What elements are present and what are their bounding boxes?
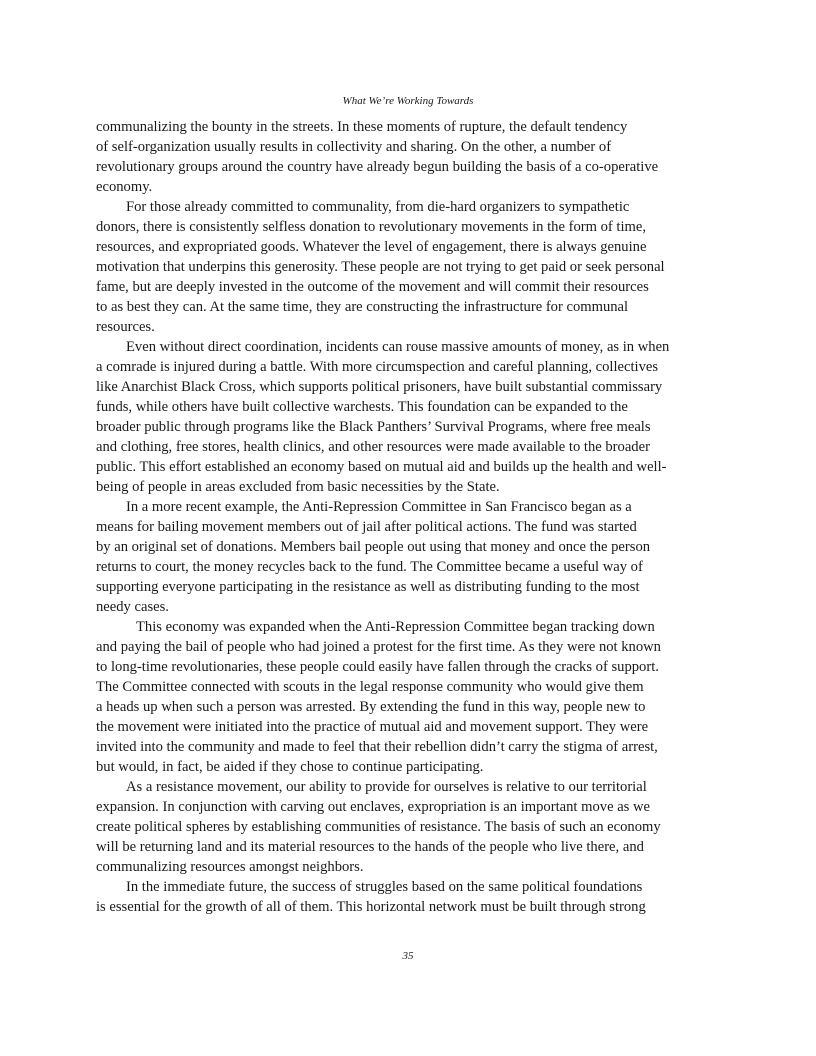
text-line: expansion. In conjunction with carving out enclaves, expropriation is an important move as we — [96, 799, 651, 815]
text-line: means for bailing movement members out of jail after political actions. The fund was started — [96, 519, 637, 535]
text-line: will be returning land and its material resources to the hands of the people who live there, and — [96, 839, 644, 855]
text-line: supporting everyone participating in the resistance as well as distributing funding to the most — [96, 579, 640, 595]
running-head: What We’re Working Towards — [342, 95, 474, 107]
text-line: donors, there is consistently selfless donation to revolutionary movements in the form of time, — [96, 219, 647, 235]
text-line: In the immediate future, the success of struggles based on the same political foundations — [126, 879, 643, 895]
text-line: resources, and expropriated goods. Whatever the level of engagement, there is always genuine — [96, 239, 647, 255]
text-line: like Anarchist Black Cross, which supports political prisoners, have built substantial commissary — [96, 379, 663, 395]
text-line: returns to court, the money recycles back to the fund. The Committee became a useful way of — [96, 559, 643, 575]
text-line: by an original set of donations. Members bail people out using that money and once the person — [96, 539, 651, 555]
body-text — [96, 117, 726, 917]
text-line: For those already committed to communality, from die-hard organizers to sympathetic — [126, 199, 630, 215]
text-line: a heads up when such a person was arrested. By extending the fund in this way, people new to — [96, 699, 646, 715]
text-line: As a resistance movement, our ability to provide for ourselves is relative to our territorial — [126, 779, 647, 795]
text-line: create political spheres by establishing communities of resistance. The basis of such an economy — [96, 819, 661, 835]
text-line: economy. — [96, 179, 153, 195]
text-line: communalizing the bounty in the streets. In these moments of rupture, the default tendency — [96, 119, 628, 135]
page-number: 35 — [402, 950, 414, 962]
text-line: The Committee connected with scouts in the legal response community who would give them — [96, 679, 644, 695]
text-line: public. This effort established an economy based on mutual aid and builds up the health and well- — [96, 459, 667, 475]
text-line: the movement were initiated into the practice of mutual aid and movement support. They were — [96, 719, 649, 735]
text-line: fame, but are deeply invested in the outcome of the movement and will commit their resources — [96, 279, 649, 295]
text-line: revolutionary groups around the country have already begun building the basis of a co-operative — [96, 159, 659, 175]
text-line: resources. — [96, 319, 155, 335]
text-line: Even without direct coordination, incidents can rouse massive amounts of money, as in when — [126, 339, 670, 355]
text-line: needy cases. — [96, 599, 169, 615]
text-line: but would, in fact, be aided if they chose to continue participating. — [96, 759, 484, 775]
text-line: communalizing resources amongst neighbors. — [96, 859, 364, 875]
text-line: funds, while others have built collective warchests. This foundation can be expanded to the — [96, 399, 628, 415]
text-line: broader public through programs like the Black Panthers’ Survival Programs, where free meals — [96, 419, 651, 435]
text-line: In a more recent example, the Anti-Repression Committee in San Francisco began as a — [126, 499, 632, 515]
text-line: being of people in areas excluded from basic necessities by the State. — [96, 479, 500, 495]
text-line: a comrade is injured during a battle. With more circumspection and careful planning, collectives — [96, 359, 659, 375]
text-line: of self-organization usually results in collectivity and sharing. On the other, a number of — [96, 139, 612, 155]
text-line: to long-time revolutionaries, these people could easily have fallen through the cracks of support. — [96, 659, 659, 675]
text-line: motivation that underpins this generosity. These people are not trying to get paid or seek personal — [96, 259, 665, 275]
text-line: is essential for the growth of all of them. This horizontal network must be built through strong — [96, 899, 646, 915]
text-line: to as best they can. At the same time, they are constructing the infrastructure for communal — [96, 299, 629, 315]
text-line: and clothing, free stores, health clinics, and other resources were made available to the broader — [96, 439, 650, 455]
text-line: and paying the bail of people who had joined a protest for the first time. As they were not known — [96, 639, 661, 655]
text-line: invited into the community and made to feel that their rebellion didn’t carry the stigma of arrest, — [96, 739, 658, 755]
text-line: This economy was expanded when the Anti-Repression Committee began tracking down — [136, 619, 655, 635]
